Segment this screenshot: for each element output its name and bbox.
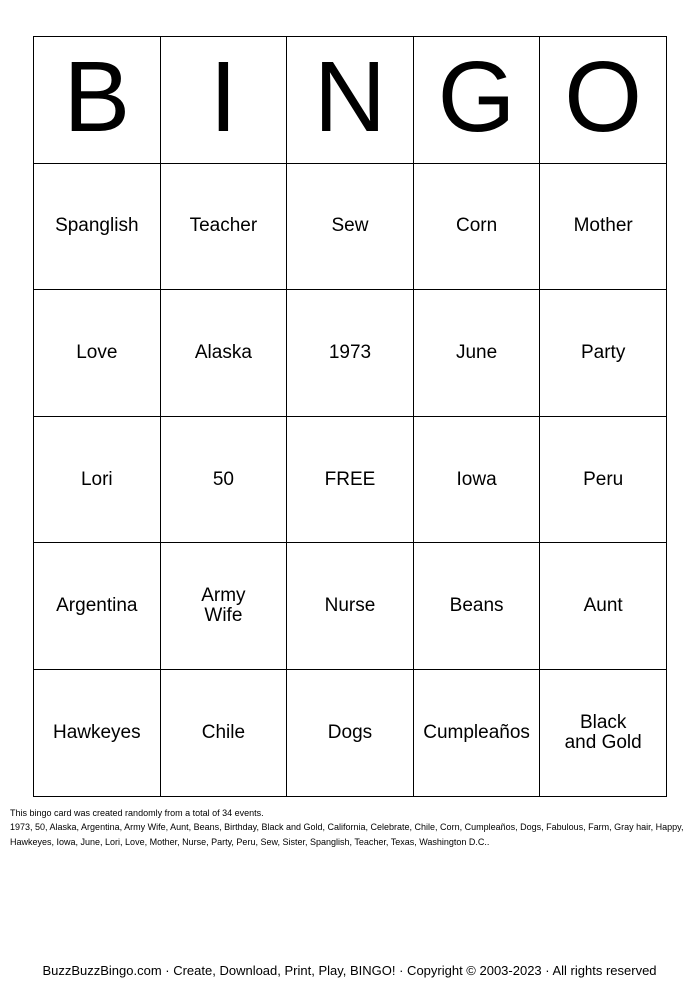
header-row xyxy=(34,37,667,164)
bingo-cell: Teacher xyxy=(160,163,287,290)
header-letter-n: N xyxy=(287,37,414,164)
bingo-cell: Beans xyxy=(413,543,540,670)
bingo-cell: Hawkeyes xyxy=(34,669,161,796)
card-row-4 xyxy=(34,543,667,670)
bingo-cell: Army Wife xyxy=(160,543,287,670)
free-space-cell: FREE xyxy=(287,416,414,543)
bingo-cell: 1973 xyxy=(287,290,414,417)
header-letter-o: O xyxy=(540,37,667,164)
bingo-cell: Corn xyxy=(413,163,540,290)
bingo-cell: Lori xyxy=(34,416,161,543)
bingo-cell: Chile xyxy=(160,669,287,796)
bingo-cell: Party xyxy=(540,290,667,417)
bingo-cell: Aunt xyxy=(540,543,667,670)
bingo-cell: 50 xyxy=(160,416,287,543)
bingo-cell: Alaska xyxy=(160,290,287,417)
bingo-card xyxy=(33,36,667,797)
bingo-cell: June xyxy=(413,290,540,417)
card-row-3 xyxy=(34,416,667,543)
card-row-2 xyxy=(34,290,667,417)
events-list-text: 1973, 50, Alaska, Argentina, Army Wife, Aunt, Beans, Birthday, Black and Gold, California, Celebrate, Chile, Corn, Cumpleaños, Dogs, Fabulous, Farm, Gray hair, Happy, Hawkeyes, Iowa, June, Lori, Love, Mother, Nurse, Party, Peru, Sew, Sister, Spanglish, Teacher, Texas, Washington D.C.. xyxy=(10,822,684,847)
bingo-cell: Argentina xyxy=(34,543,161,670)
bingo-cell: Mother xyxy=(540,163,667,290)
bingo-cell: Spanglish xyxy=(34,163,161,290)
header-letter-b: B xyxy=(34,37,161,164)
card-row-1 xyxy=(34,163,667,290)
bingo-cell: Peru xyxy=(540,416,667,543)
bingo-cell: Dogs xyxy=(287,669,414,796)
bingo-cell: Love xyxy=(34,290,161,417)
bingo-cell: Nurse xyxy=(287,543,414,670)
header-letter-i: I xyxy=(160,37,287,164)
bingo-cell: Sew xyxy=(287,163,414,290)
bingo-cell: Black and Gold xyxy=(540,669,667,796)
footer-text: BuzzBuzzBingo.com · Create, Download, Print, Play, BINGO! · Copyright © 2003-2023 · All rights reserved xyxy=(42,963,657,978)
header-letter-g: G xyxy=(413,37,540,164)
card-row-5 xyxy=(34,669,667,796)
card-info-text: This bingo card was created randomly from a total of 34 events. xyxy=(10,808,264,818)
bingo-cell: Iowa xyxy=(413,416,540,543)
bingo-cell: Cumpleaños xyxy=(413,669,540,796)
